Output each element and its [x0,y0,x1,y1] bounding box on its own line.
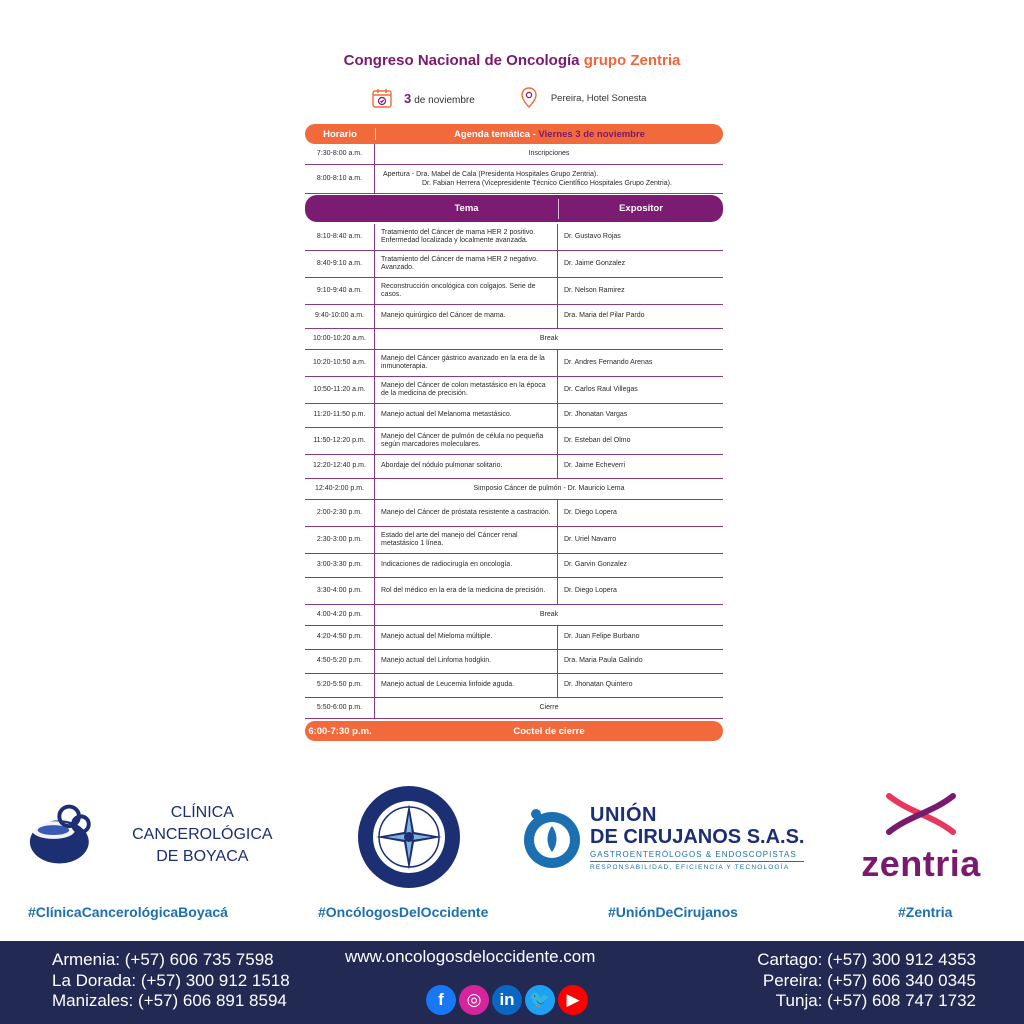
row-time: 5:20-5:50 p.m. [305,674,375,697]
row-topic: Manejo del Cáncer de colon metastásico en la época de la medicina de precisión. [375,377,558,403]
table-row [305,428,723,455]
table-row [305,479,723,500]
closing-text: Coctel de cierre [513,725,585,737]
row-time: 11:50-12:20 p.m. [305,428,375,454]
row-topic: Indicaciones de radiocirugía en oncología. [375,554,558,577]
closing-bar [305,721,723,741]
oncologos-occidente-logo [356,784,462,890]
row-full-text: Inscripciones [528,149,570,157]
row-speaker: Dra. Maria del Pilar Pardo [564,312,645,320]
table-row [305,251,723,278]
row-time: 10:20-10:50 a.m. [305,350,375,376]
hashtags [0,904,1024,926]
row-full-text: Break [539,610,559,618]
hashtag: #ClínicaCancerológicaBoyacá [28,904,228,920]
table-row [305,626,723,650]
row-time: 9:10-9:40 a.m. [305,278,375,304]
row-time: 8:00-8:10 a.m. [305,165,375,193]
union-subtitle: GASTROENTERÓLOGOS & ENDOSCOPISTAS [590,850,804,862]
row-speaker: Dr. Uriel Navarro [564,535,617,543]
table-row [305,305,723,329]
row-speaker: Dra. Maria Paula Galindo [564,657,643,665]
location-pin-icon [517,86,541,110]
ccb-emblem-icon [24,802,95,868]
row-topic: Manejo del Cáncer gástrico avanzado en la era de la inmunoterapia. [375,350,558,376]
row-speaker: Dr. Carlos Raul Villegas [564,385,638,393]
event-meta [370,84,690,112]
agenda-table [305,124,723,741]
compass-rose-icon [356,784,462,890]
row-time: 12:40-2:00 p.m. [305,479,375,499]
union-name-line2: DE CIRUJANOS S.A.S. [590,825,805,848]
table-row [305,329,723,350]
row-topic: Manejo actual del Linfoma hodgkin. [375,650,558,673]
row-topic: Manejo del Cáncer de pulmón de célula no pequeña según marcadores moleculares. [375,428,558,454]
row-full-text: Cierre [539,703,559,711]
hashtag: #UniónDeCirujanos [608,904,738,920]
table-row [305,224,723,251]
agenda-header-bar [305,124,723,144]
time-column-header: Horario [323,128,357,140]
title-accent: grupo Zentria [583,52,681,69]
row-time: 3:30-4:00 p.m. [305,578,375,604]
closing-time: 6:00-7:30 p.m. [308,725,372,737]
row-topic: Estado del arte del manejo del Cáncer renal metastásico 1 línea. [375,527,558,553]
youtube-icon[interactable]: ▶ [558,985,588,1015]
row-speaker: Dr. Jaime Gonzalez [564,259,626,267]
event-location [517,86,647,110]
phone-line: Armenia: (+57) 606 735 7598 [52,950,274,969]
row-time: 3:00-3:30 p.m. [305,554,375,577]
row-topic: Manejo del Cáncer de próstata resistente a castración. [375,500,558,526]
footer-contacts-left [52,950,290,1012]
row-speaker: Dr. Jhonatan Quintero [564,681,633,689]
union-name-line1: UNIÓN [590,803,657,826]
row-topic: Manejo actual de Leucemia linfoide aguda. [375,674,558,697]
hashtag: #Zentria [898,904,953,920]
row-full-text: Break [539,334,559,342]
topic-column-header: Tema [454,203,479,214]
union-emblem-icon [520,804,582,870]
social-icons [426,985,588,1015]
twitter-icon[interactable]: 🐦 [525,985,555,1015]
ccb-name-line1: CLÍNICA CANCEROLÓGICA [132,804,273,843]
row-full-text: Simposio Cáncer de pulmón - Dr. Mauricio Lema [473,484,625,492]
table-row [305,554,723,578]
row-time: 9:40-10:00 a.m. [305,305,375,328]
title-main: Congreso Nacional de Oncología [343,52,580,69]
table-row [305,404,723,428]
row-time: 12:20-12:40 p.m. [305,455,375,478]
website-link[interactable]: www.oncologosdeloccidente.com [345,947,596,966]
table-row [305,278,723,305]
agenda-title: Agenda temática - Viernes 3 de noviembre [454,128,645,140]
phone-line: La Dorada: (+57) 300 912 1518 [52,970,290,990]
row-speaker: Dr. Nelson Ramirez [564,286,625,294]
table-row [305,578,723,605]
table-row [305,674,723,698]
apertura-text: Apertura - Dra. Mabel de Cala (Presidenta Hospitales Grupo Zentria). Dr. Fabian Herrera (Vicepresidente Técnico Científico Hospitales Grupo Zentria). [383,171,672,187]
table-row [305,698,723,719]
phone-line: Pereira: (+57) 606 340 0345 [762,970,976,990]
footer-contacts-right [757,950,976,1012]
row-time: 2:00-2:30 p.m. [305,500,375,526]
row-speaker: Dr. Diego Lopera [564,508,617,516]
table-row [305,650,723,674]
row-speaker: Dr. Jhonatan Vargas [564,411,628,419]
zentria-helix-icon [881,792,961,836]
table-row [305,527,723,554]
row-time: 7:30-8:00 a.m. [305,144,375,164]
linkedin-icon[interactable]: in [492,985,522,1015]
row-time: 11:20-11:50 p.m. [305,404,375,427]
table-row [305,605,723,626]
footer [0,941,1024,1024]
row-time: 4:20-4:50 p.m. [305,626,375,649]
row-speaker: Dr. Jaime Echeverri [564,462,626,470]
row-speaker: Dr. Garvin Gonzalez [564,561,628,569]
row-speaker: Dr. Esteban del Olmo [564,436,631,444]
phone-line: Cartago: (+57) 300 912 4353 [757,950,976,969]
row-speaker: Dr. Diego Lopera [564,586,617,594]
row-topic: Tratamiento del Cáncer de mama HER 2 positivo. Enfermedad localizada y localmente avanzada. [375,224,558,250]
row-topic: Manejo actual del Mieloma múltiple. [375,626,558,649]
location-text: Pereira, Hotel Sonesta [550,92,647,104]
speaker-column-header: Expositor [619,203,663,214]
row-time: 4:00-4:20 p.m. [305,605,375,625]
page-title [0,52,1024,69]
topics-header-bar [305,195,723,222]
clinica-cancerologica-logo [24,800,304,870]
row-time: 2:30-3:00 p.m. [305,527,375,553]
row-speaker: Dr. Juan Felipe Burbano [564,633,640,641]
row-speaker: Dr. Andres Fernando Arenas [564,358,653,366]
event-date: 3 de noviembre [404,90,475,106]
union-cirujanos-logo [520,802,810,872]
table-row [305,350,723,377]
row-speaker: Dr. Gustavo Rojas [564,232,621,240]
row-time: 10:50-11:20 a.m. [305,377,375,403]
row-topic: Tratamiento del Cáncer de mama HER 2 negativo. Avanzado. [375,251,558,277]
instagram-icon[interactable]: ◎ [459,985,489,1015]
ccb-name-line2: DE BOYACA [156,848,249,865]
phone-line: Tunja: (+57) 608 747 1732 [775,991,976,1010]
zentria-logo [856,792,986,882]
row-time: 5:50-6:00 p.m. [305,698,375,718]
row-topic: Manejo actual del Melanoma metastásico. [375,404,558,427]
row-topic: Abordaje del nódulo pulmonar solitario. [375,455,558,478]
table-row [305,377,723,404]
calendar-icon [370,86,394,110]
row-time: 10:00-10:20 a.m. [305,329,375,349]
hashtag: #OncólogosDelOccidente [318,904,489,920]
row-time: 8:40-9:10 a.m. [305,251,375,277]
facebook-icon[interactable]: f [426,985,456,1015]
apertura-row [305,165,723,194]
phone-line: Manizales: (+57) 606 891 8594 [52,991,287,1010]
zentria-wordmark: zentria [861,843,981,884]
row-topic: Manejo quirúrgico del Cáncer de mama. [375,305,558,328]
table-row [305,455,723,479]
row-time: 8:10-8:40 a.m. [305,224,375,250]
row-topic: Reconstrucción oncológica con colgajos. Serie de casos. [375,278,558,304]
union-tagline: RESPONSABILIDAD, EFICIENCIA Y TECNOLOGÍA [590,863,790,871]
row-topic: Rol del médico en la era de la medicina de precisión. [375,578,558,604]
row-time: 4:50-5:20 p.m. [305,650,375,673]
sponsor-logos [0,780,1024,900]
table-row [305,500,723,527]
table-row [305,144,723,165]
